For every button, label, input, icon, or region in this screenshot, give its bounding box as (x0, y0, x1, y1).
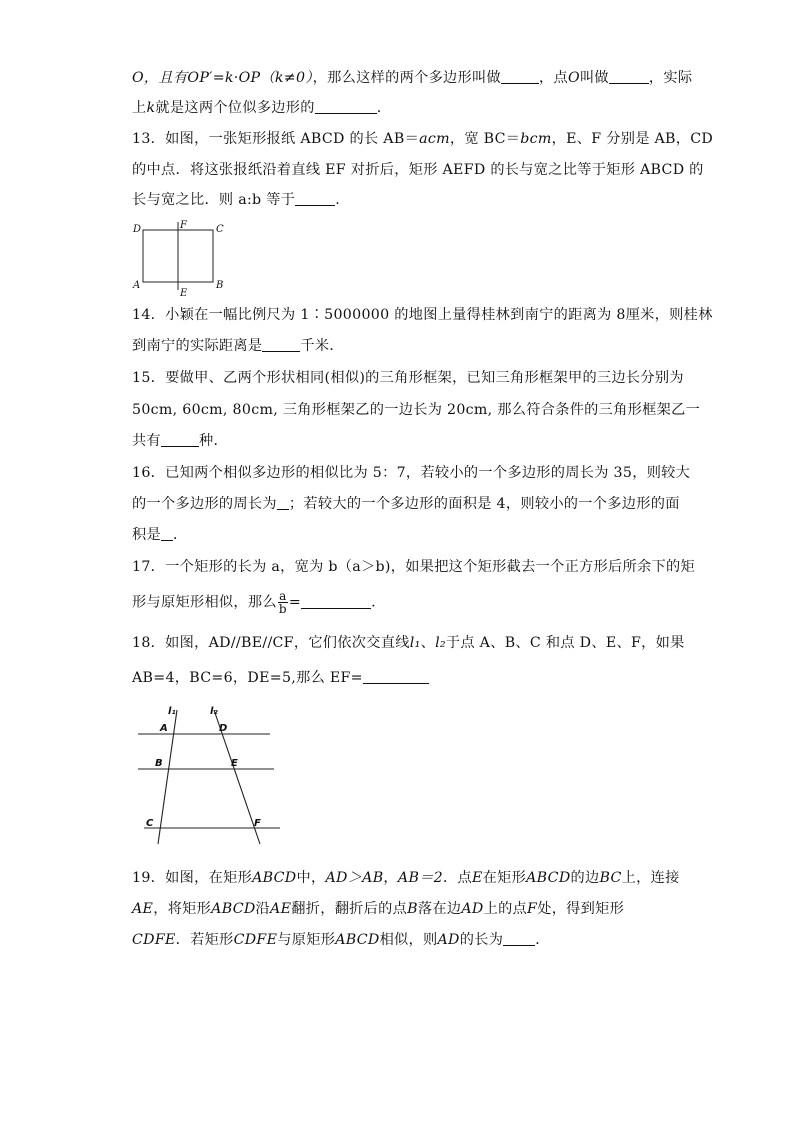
answer-blank[interactable] (315, 99, 377, 114)
q19-text: 上的点 (483, 901, 528, 917)
q13-rectangle-figure (130, 218, 230, 298)
q14-text: 千米． (300, 338, 344, 354)
q19-text: 的长为 (459, 932, 504, 948)
q12-text: O，且有 (132, 70, 188, 86)
q17-text: . (371, 594, 376, 611)
q16-line-2 (132, 494, 680, 514)
q12-k: k (146, 100, 156, 116)
q13-text: 13．如图，一张矩形报纸 ABCD 的长 AB＝ (132, 131, 420, 147)
label-E: E (231, 758, 238, 769)
q12-text: 上 (132, 100, 147, 116)
q19-line-3 (132, 930, 550, 950)
q15-line-1 (132, 368, 684, 388)
q15-text: 种． (198, 433, 228, 449)
q19-text: ．点 (443, 870, 472, 886)
q13-acm: acm (419, 131, 450, 147)
q19-abcd: ABCD (211, 901, 256, 917)
q19-text: 19．如图，在矩形 (132, 870, 253, 886)
label-F: F (254, 818, 261, 829)
q13-bcm: bcm (520, 131, 552, 147)
q13-line-3 (132, 190, 340, 210)
q12-text: ，实际 (648, 70, 693, 86)
q19-ae: AE (132, 901, 154, 917)
answer-blank[interactable] (503, 931, 535, 946)
q12-line-2 (132, 98, 382, 118)
q12-text: ，那么这样的两个多边形叫做 (312, 70, 502, 86)
q18-text: 、 (420, 635, 436, 651)
answer-blank[interactable] (501, 69, 539, 84)
q18-text: 18．如图，AD//BE//CF，它们依次交直线 (132, 635, 410, 651)
q17-text: 17．一个矩形的长为 a，宽为 b（a＞b)，如果把这个矩形截去一个正方形后所余下的矩 (132, 559, 695, 575)
q19-text: ． (535, 932, 550, 948)
q19-text: 相似，则 (379, 932, 438, 948)
q17-line-2 (132, 590, 376, 615)
q12-text: 就是这两个位似多边形的 (155, 100, 315, 116)
answer-blank[interactable] (301, 594, 371, 609)
answer-blank[interactable] (262, 337, 300, 352)
q19-text: 的边 (570, 870, 600, 886)
q18-line-l2: l₂ (435, 635, 446, 651)
q18-text: 于点 A、B、C 和点 D、E、F，如果 (445, 635, 685, 651)
q19-text: ．若矩形 (175, 932, 234, 948)
q15-line-3 (132, 431, 228, 451)
answer-blank[interactable] (295, 191, 335, 206)
q19-ae: AE (270, 901, 292, 917)
q12-line-1 (132, 68, 692, 88)
q19-text: ， (383, 870, 398, 886)
q13-line-2 (132, 160, 704, 180)
q16-text: ． (172, 527, 188, 543)
q16-text: 积是 (132, 527, 161, 543)
q19-abcd: ABCD (252, 870, 297, 886)
label-A: A (160, 723, 168, 734)
fraction-denominator: b (278, 602, 287, 616)
label-D: D (219, 723, 228, 734)
answer-blank[interactable] (363, 669, 429, 684)
q17-text: 形与原矩形相似，那么 (132, 594, 277, 611)
fraction-numerator: a (279, 589, 287, 603)
q15-line-2 (132, 400, 700, 420)
q12-formula: OP′=k·OP（k≠0） (187, 70, 313, 86)
label-B: B (216, 280, 224, 291)
q19-cdfe: CDFE (132, 932, 176, 948)
q19-condition-1: AD＞AB (325, 870, 384, 886)
q17-equals: = (288, 594, 302, 611)
q19-point-b: B (407, 901, 418, 917)
q19-text: 落在边 (417, 901, 462, 917)
q13-line-1 (132, 129, 713, 149)
q13-text: . (335, 192, 341, 208)
q12-text: . (376, 100, 382, 116)
q18-line-2 (132, 668, 429, 688)
q17-line-1 (132, 557, 695, 577)
q19-abcd: ABCD (335, 932, 380, 948)
label-l2: l₂ (210, 706, 218, 717)
q12-text: 叫做 (579, 70, 609, 86)
q19-text: 中， (296, 870, 326, 886)
q16-text: 的一个多边形的周长为 (132, 496, 277, 512)
q12-point-o: O (568, 70, 580, 86)
q19-text: ，将矩形 (153, 901, 212, 917)
q19-line-2 (132, 899, 624, 919)
q14-line-2 (132, 336, 344, 356)
q12-text: ，点 (539, 70, 568, 86)
q15-text: 15．要做甲、乙两个形状相同(相似)的三角形框架，已知三角形框架甲的三边长分别为 (132, 370, 684, 386)
q19-ad: AD (437, 932, 460, 948)
q14-text: 到南宁的实际距离是 (132, 338, 263, 354)
q19-text: 上，连接 (621, 870, 680, 886)
q18-text: AB=4，BC=6，DE=5,那么 EF= (132, 670, 363, 686)
q19-condition-2: AB＝2 (397, 870, 444, 886)
q14-line-1 (132, 305, 713, 325)
q19-bc: BC (599, 870, 622, 886)
q15-text: 50cm, 60cm, 80cm, 三角形框架乙的一边长为 20cm, 那么符合条件的三角形框架乙一 (132, 402, 701, 418)
q16-line-3 (132, 525, 187, 545)
q13-text: ，E、F 分别是 AB，CD (551, 131, 714, 147)
label-E: E (180, 288, 188, 298)
label-l1: l₁ (168, 706, 176, 717)
q14-text: 14．小颖在一幅比例尺为 1∶5000000 的地图上量得桂林到南宁的距离为 8厘米，则桂林 (132, 307, 713, 323)
q16-text: ；若较大的一个多边形的面积是 4，则较小的一个多边形的面 (288, 496, 680, 512)
q18-line-1 (132, 633, 685, 653)
q19-point-f: F (527, 901, 538, 917)
answer-blank[interactable] (277, 495, 289, 510)
label-A: A (133, 280, 141, 291)
answer-blank[interactable] (161, 526, 173, 541)
q19-text: 处，得到矩形 (537, 901, 625, 917)
q19-ad: AD (461, 901, 484, 917)
q19-abcd: ABCD (526, 870, 571, 886)
label-F: F (180, 220, 187, 231)
answer-blank[interactable] (609, 69, 649, 84)
q19-text: 与原矩形 (277, 932, 336, 948)
q18-parallel-lines-figure (130, 702, 290, 852)
label-D: D (133, 224, 142, 235)
q19-text: 沿 (255, 901, 271, 917)
q19-cdfe: CDFE (233, 932, 278, 948)
q15-text: 共有 (132, 433, 161, 449)
q19-point-e: E (472, 870, 483, 886)
q16-text: 16．已知两个相似多边形的相似比为 5：7，若较小的一个多边形的周长为 35，则较大 (132, 465, 691, 481)
q18-line-l1: l₁ (409, 635, 421, 651)
q13-text: ，宽 BC＝ (449, 131, 521, 147)
label-C: C (146, 818, 154, 829)
q19-text: 在矩形 (482, 870, 527, 886)
answer-blank[interactable] (161, 432, 199, 447)
q19-text: 翻折，翻折后的点 (291, 901, 408, 917)
q19-line-1 (132, 868, 680, 888)
q16-line-1 (132, 463, 690, 483)
q13-text: 长与宽之比．则 a:b 等于 (132, 192, 296, 208)
label-B: B (155, 758, 163, 769)
label-C: C (216, 224, 224, 235)
q13-text: 的中点．将这张报纸沿着直线 EF 对折后，矩形 AEFD 的长与宽之比等于矩形 ABCD 的 (132, 162, 704, 178)
fraction-a-over-b (278, 590, 288, 615)
